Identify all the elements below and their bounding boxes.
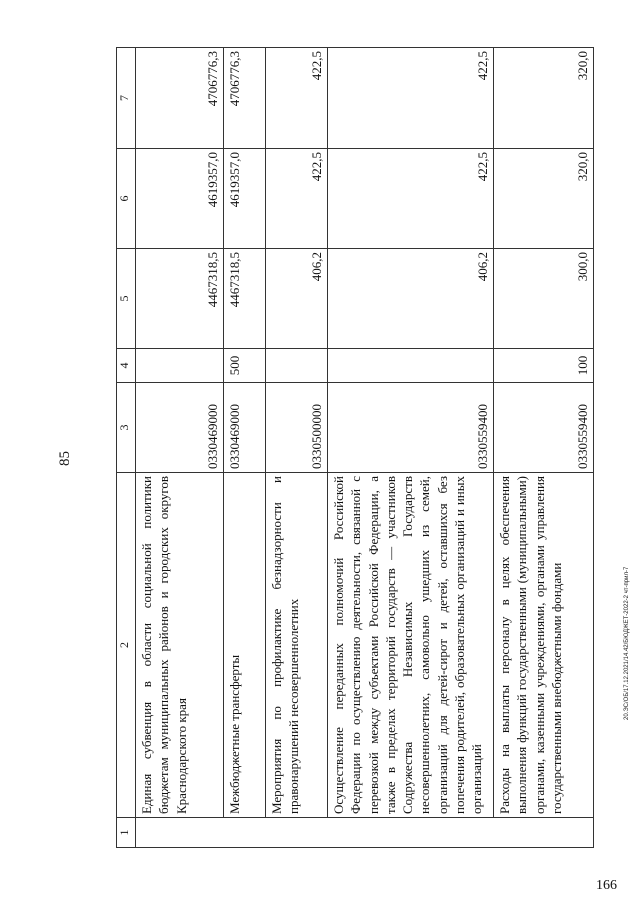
row-value-5: 4467318,5 [136, 249, 224, 349]
table-row [494, 48, 594, 848]
row-value-6: 320,0 [494, 149, 594, 249]
budget-table [116, 47, 594, 848]
row-value-7: 422,5 [328, 48, 494, 149]
row-value-7: 4706776,3 [224, 48, 266, 149]
header-cell: 4 [117, 349, 136, 383]
row-name: Расходы на выплаты персоналу в целях обеспечения выполнения функций государственными (муниципальными) органами, казенными учреждениями, органами управления государственными внебюджетными фондами [494, 473, 594, 818]
row-type [266, 349, 328, 383]
row-type [136, 349, 224, 383]
row-name: Осуществление переданных полномочий Российской Федерации по осуществлению деятельности, связанной с перевозкой между субъектами Российской Федерации, а также в пределах территорий государств — участников Содружества Независимых Государств несовершеннолетних, самовольно ушедших из семей, организаций для детей-сирот и детей, оставшихся без попечения родителей, образовательных организаций и иных организаций [328, 473, 494, 818]
row-value-6: 422,5 [328, 149, 494, 249]
row-value-6: 422,5 [266, 149, 328, 249]
row-value-5: 4467318,5 [224, 249, 266, 349]
row-value-5: 406,2 [328, 249, 494, 349]
empty-cell [136, 818, 594, 848]
row-value-6: 4619357,0 [136, 149, 224, 249]
row-code: 0330500000 [266, 383, 328, 473]
table-row [266, 48, 328, 848]
row-value-6: 4619357,0 [224, 149, 266, 249]
row-value-7: 320,0 [494, 48, 594, 149]
table-row [328, 48, 494, 848]
header-cell: 6 [117, 149, 136, 249]
row-code: 0330559400 [494, 383, 594, 473]
table-row [224, 48, 266, 848]
header-cell: 5 [117, 249, 136, 349]
row-code: 0330469000 [136, 383, 224, 473]
file-stamp-text: 20.ЭС/ОБ/17.12.2021/14.42/БЮДЖЕТ-2022-2 чт-прил-7 [624, 566, 630, 720]
row-value-7: 4706776,3 [136, 48, 224, 149]
row-value-5: 300,0 [494, 249, 594, 349]
row-code: 0330469000 [224, 383, 266, 473]
header-cell: 3 [117, 383, 136, 473]
row-name: Мероприятия по профилактике безнадзорности и правонарушений несовершеннолетних [266, 473, 328, 818]
sheet-number: 166 [596, 878, 617, 893]
table-header-row [117, 48, 136, 848]
header-cell: 1 [117, 818, 136, 848]
row-type: 500 [224, 349, 266, 383]
row-name: Межбюджетные трансферты [224, 473, 266, 818]
row-type: 100 [494, 349, 594, 383]
row-value-7: 422,5 [266, 48, 328, 149]
row-code: 0330559400 [328, 383, 494, 473]
header-cell: 2 [117, 473, 136, 818]
page-number: 85 [57, 451, 73, 466]
budget-table-container [116, 48, 596, 848]
table-row [136, 48, 224, 848]
header-cell: 7 [117, 48, 136, 149]
row-value-5: 406,2 [266, 249, 328, 349]
row-type [328, 349, 494, 383]
row-name: Единая субвенция в области социальной политики бюджетам муниципальных районов и городских округов Краснодарского края [136, 473, 224, 818]
